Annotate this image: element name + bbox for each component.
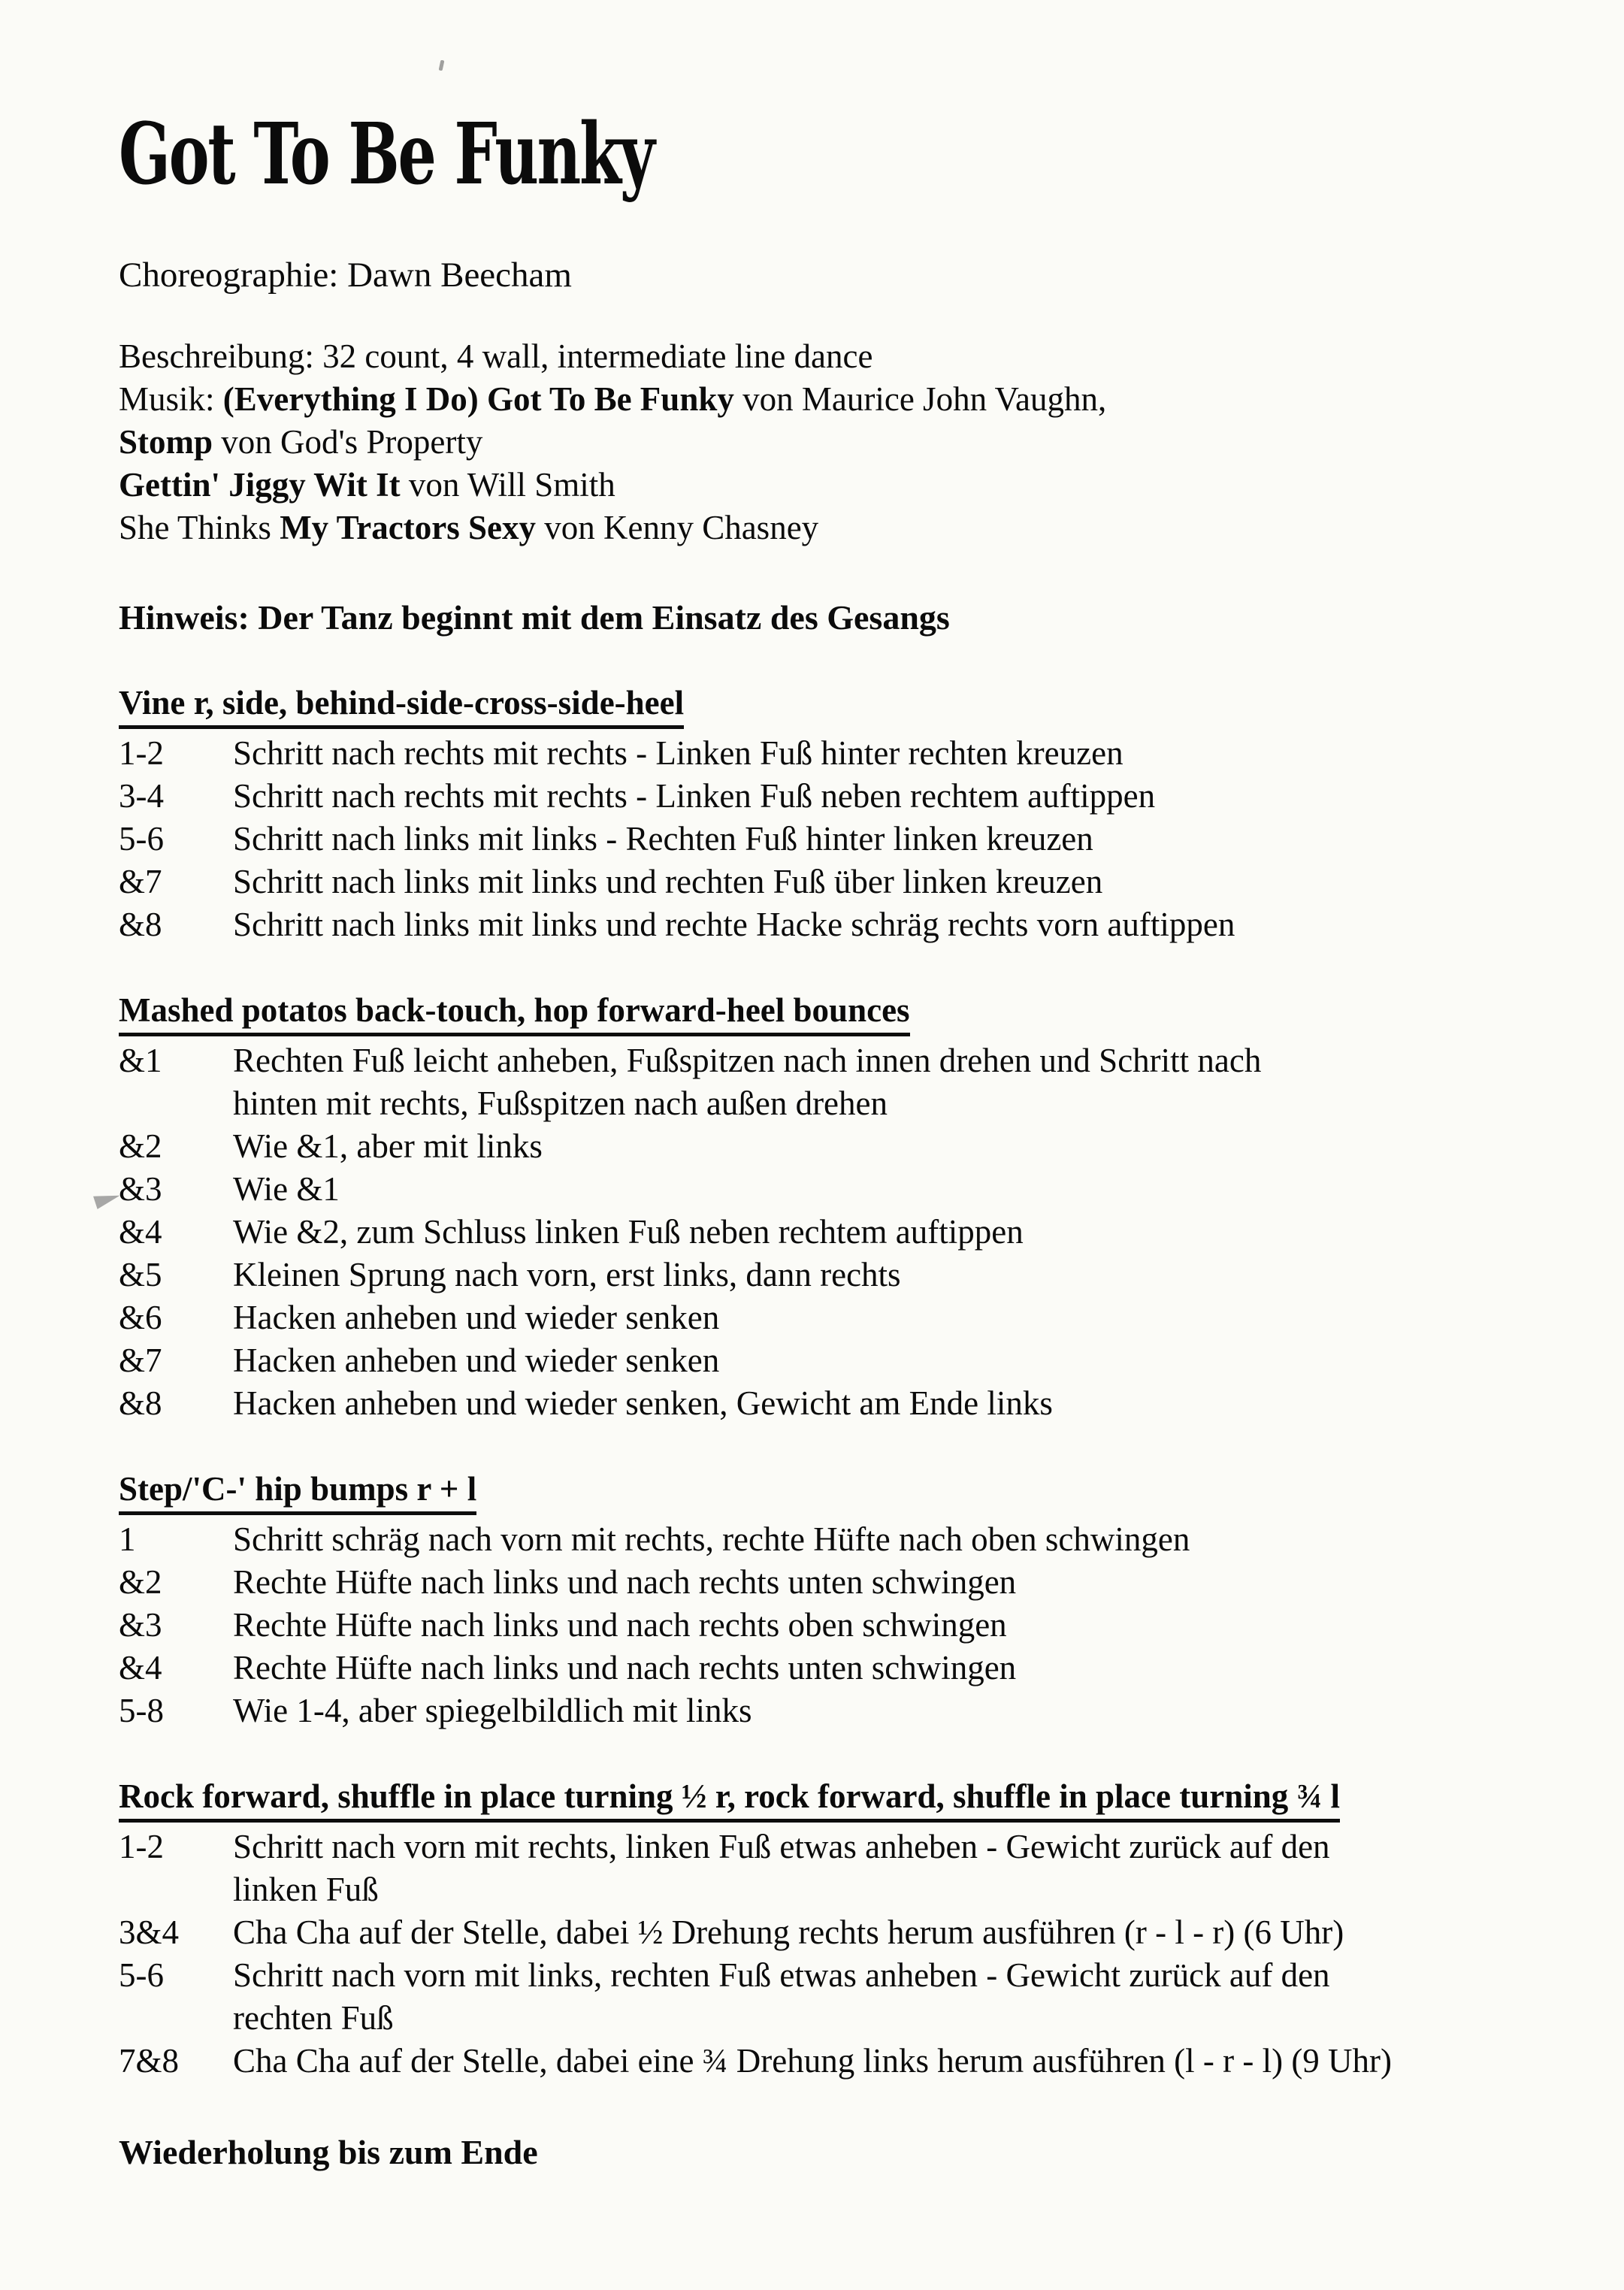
step-row [119, 2040, 1558, 2083]
step-row [119, 1826, 1558, 1911]
step-text: Hacken anheben und wieder senken, Gewicht am Ende links [233, 1384, 1053, 1422]
step-row [119, 903, 1558, 946]
step-row [119, 1690, 1558, 1732]
step-count: 1-2 [119, 1828, 164, 1865]
step-text: Wie 1-4, aber spiegelbildlich mit links [233, 1692, 752, 1729]
step-text: Rechte Hüfte nach links und nach rechts unten schwingen [233, 1649, 1017, 1686]
step-row [119, 1604, 1558, 1647]
section-heading [119, 989, 1558, 1036]
step-text: Rechte Hüfte nach links und nach rechts unten schwingen [233, 1563, 1017, 1601]
note-line: Hinweis: Der Tanz beginnt mit dem Einsatz des Gesangs [119, 598, 950, 637]
step-text: Cha Cha auf der Stelle, dabei eine ¾ Drehung links herum ausführen (l - r - l) (9 Uhr) [233, 2042, 1393, 2080]
step-count: &4 [119, 1649, 162, 1686]
step-count: &6 [119, 1299, 162, 1336]
step-count: 3-4 [119, 777, 164, 815]
step-count: 1-2 [119, 734, 164, 772]
step-text: Schritt nach rechts mit rechts - Linken Fuß neben rechtem auftippen [233, 777, 1156, 815]
step-row [119, 1039, 1558, 1125]
description-line-music-4: She Thinks My Tractors Sexy von Kenny Chasney [119, 509, 819, 546]
step-count: &3 [119, 1170, 162, 1208]
step-text: Schritt nach vorn mit rechts, linken Fuß etwas anheben - Gewicht zurück auf den linken Fuß [233, 1828, 1330, 1908]
step-row [119, 1647, 1558, 1690]
step-text: Rechte Hüfte nach links und nach rechts oben schwingen [233, 1606, 1007, 1644]
choreographer-line: Choreographie: Dawn Beecham [119, 256, 572, 295]
step-row [119, 1954, 1558, 2040]
section-heading-text: Step/'C-' hip bumps r + l [119, 1468, 476, 1515]
step-row [119, 1518, 1558, 1561]
step-count: 3&4 [119, 1913, 180, 1951]
step-count: 5-8 [119, 1692, 164, 1729]
step-row [119, 1125, 1558, 1168]
section-heading [119, 1775, 1558, 1823]
step-count: &1 [119, 1042, 162, 1079]
step-text: Schritt nach links mit links - Rechten Fuß hinter linken kreuzen [233, 820, 1093, 858]
step-row [119, 1168, 1558, 1211]
step-text: Hacken anheben und wieder senken [233, 1299, 720, 1336]
step-row [119, 1382, 1558, 1425]
step-count: &3 [119, 1606, 162, 1644]
section-heading-text: Vine r, side, behind-side-cross-side-heel [119, 682, 684, 729]
step-count: &2 [119, 1127, 162, 1165]
step-count: &2 [119, 1563, 162, 1601]
section-heading-text: Rock forward, shuffle in place turning ½ r, rock forward, shuffle in place turning ¾ l [119, 1775, 1340, 1823]
step-row [119, 1296, 1558, 1339]
description-block [119, 335, 1558, 549]
step-text: Wie &1, aber mit links [233, 1127, 543, 1165]
step-text: Wie &2, zum Schluss linken Fuß neben rechtem auftippen [233, 1213, 1024, 1251]
section-heading-text: Mashed potatos back-touch, hop forward-heel bounces [119, 989, 910, 1036]
description-line-music-1: Musik: (Everything I Do) Got To Be Funky von Maurice John Vaughn, [119, 380, 1107, 418]
step-row [119, 1911, 1558, 1954]
description-line-music-2: Stomp von God's Property [119, 423, 483, 461]
step-row [119, 1211, 1558, 1254]
step-row [119, 1254, 1558, 1296]
step-row [119, 732, 1558, 775]
step-row [119, 1339, 1558, 1382]
dance-title: Got To Be Funky [119, 105, 654, 204]
step-text: Schritt schräg nach vorn mit rechts, rechte Hüfte nach oben schwingen [233, 1520, 1190, 1558]
section-rock-shuffle [119, 1775, 1558, 2083]
step-count: &7 [119, 863, 162, 900]
step-row [119, 1561, 1558, 1604]
section-hip-bumps [119, 1468, 1558, 1732]
step-text: Schritt nach links mit links und rechten Fuß über linken kreuzen [233, 863, 1103, 900]
step-count: &4 [119, 1213, 162, 1251]
step-text: Schritt nach links mit links und rechte Hacke schräg rechts vorn auftippen [233, 906, 1235, 943]
section-vine [119, 682, 1558, 946]
step-text: Schritt nach vorn mit links, rechten Fuß etwas anheben - Gewicht zurück auf den rechten Fuß [233, 1956, 1330, 2037]
step-count: &8 [119, 1384, 162, 1422]
step-count: &7 [119, 1342, 162, 1379]
step-count: 5-6 [119, 820, 164, 858]
step-count: 1 [119, 1520, 136, 1558]
description-line-counts: Beschreibung: 32 count, 4 wall, intermediate line dance [119, 337, 873, 375]
scan-speck [439, 60, 445, 71]
step-text: Hacken anheben und wieder senken [233, 1342, 720, 1379]
description-line-music-3: Gettin' Jiggy Wit It von Will Smith [119, 466, 615, 504]
step-text: Wie &1 [233, 1170, 340, 1208]
step-row [119, 861, 1558, 903]
step-row [119, 818, 1558, 861]
step-text: Kleinen Sprung nach vorn, erst links, dann rechts [233, 1256, 901, 1293]
scan-smudge [93, 1188, 122, 1209]
step-text: Schritt nach rechts mit rechts - Linken Fuß hinter rechten kreuzen [233, 734, 1123, 772]
repeat-note: Wiederholung bis zum Ende [119, 2133, 538, 2171]
section-heading [119, 682, 1558, 729]
step-text: Cha Cha auf der Stelle, dabei ½ Drehung rechts herum ausführen (r - l - r) (6 Uhr) [233, 1913, 1344, 1951]
step-count: &8 [119, 906, 162, 943]
step-count: 5-6 [119, 1956, 164, 1994]
section-heading [119, 1468, 1558, 1515]
step-text: Rechten Fuß leicht anheben, Fußspitzen nach innen drehen und Schritt nach hinten mit rechts, Fußspitzen nach außen drehen [233, 1042, 1262, 1122]
step-row [119, 775, 1558, 818]
step-count: 7&8 [119, 2042, 180, 2080]
section-mashed-potatos [119, 989, 1558, 1425]
step-count: &5 [119, 1256, 162, 1293]
